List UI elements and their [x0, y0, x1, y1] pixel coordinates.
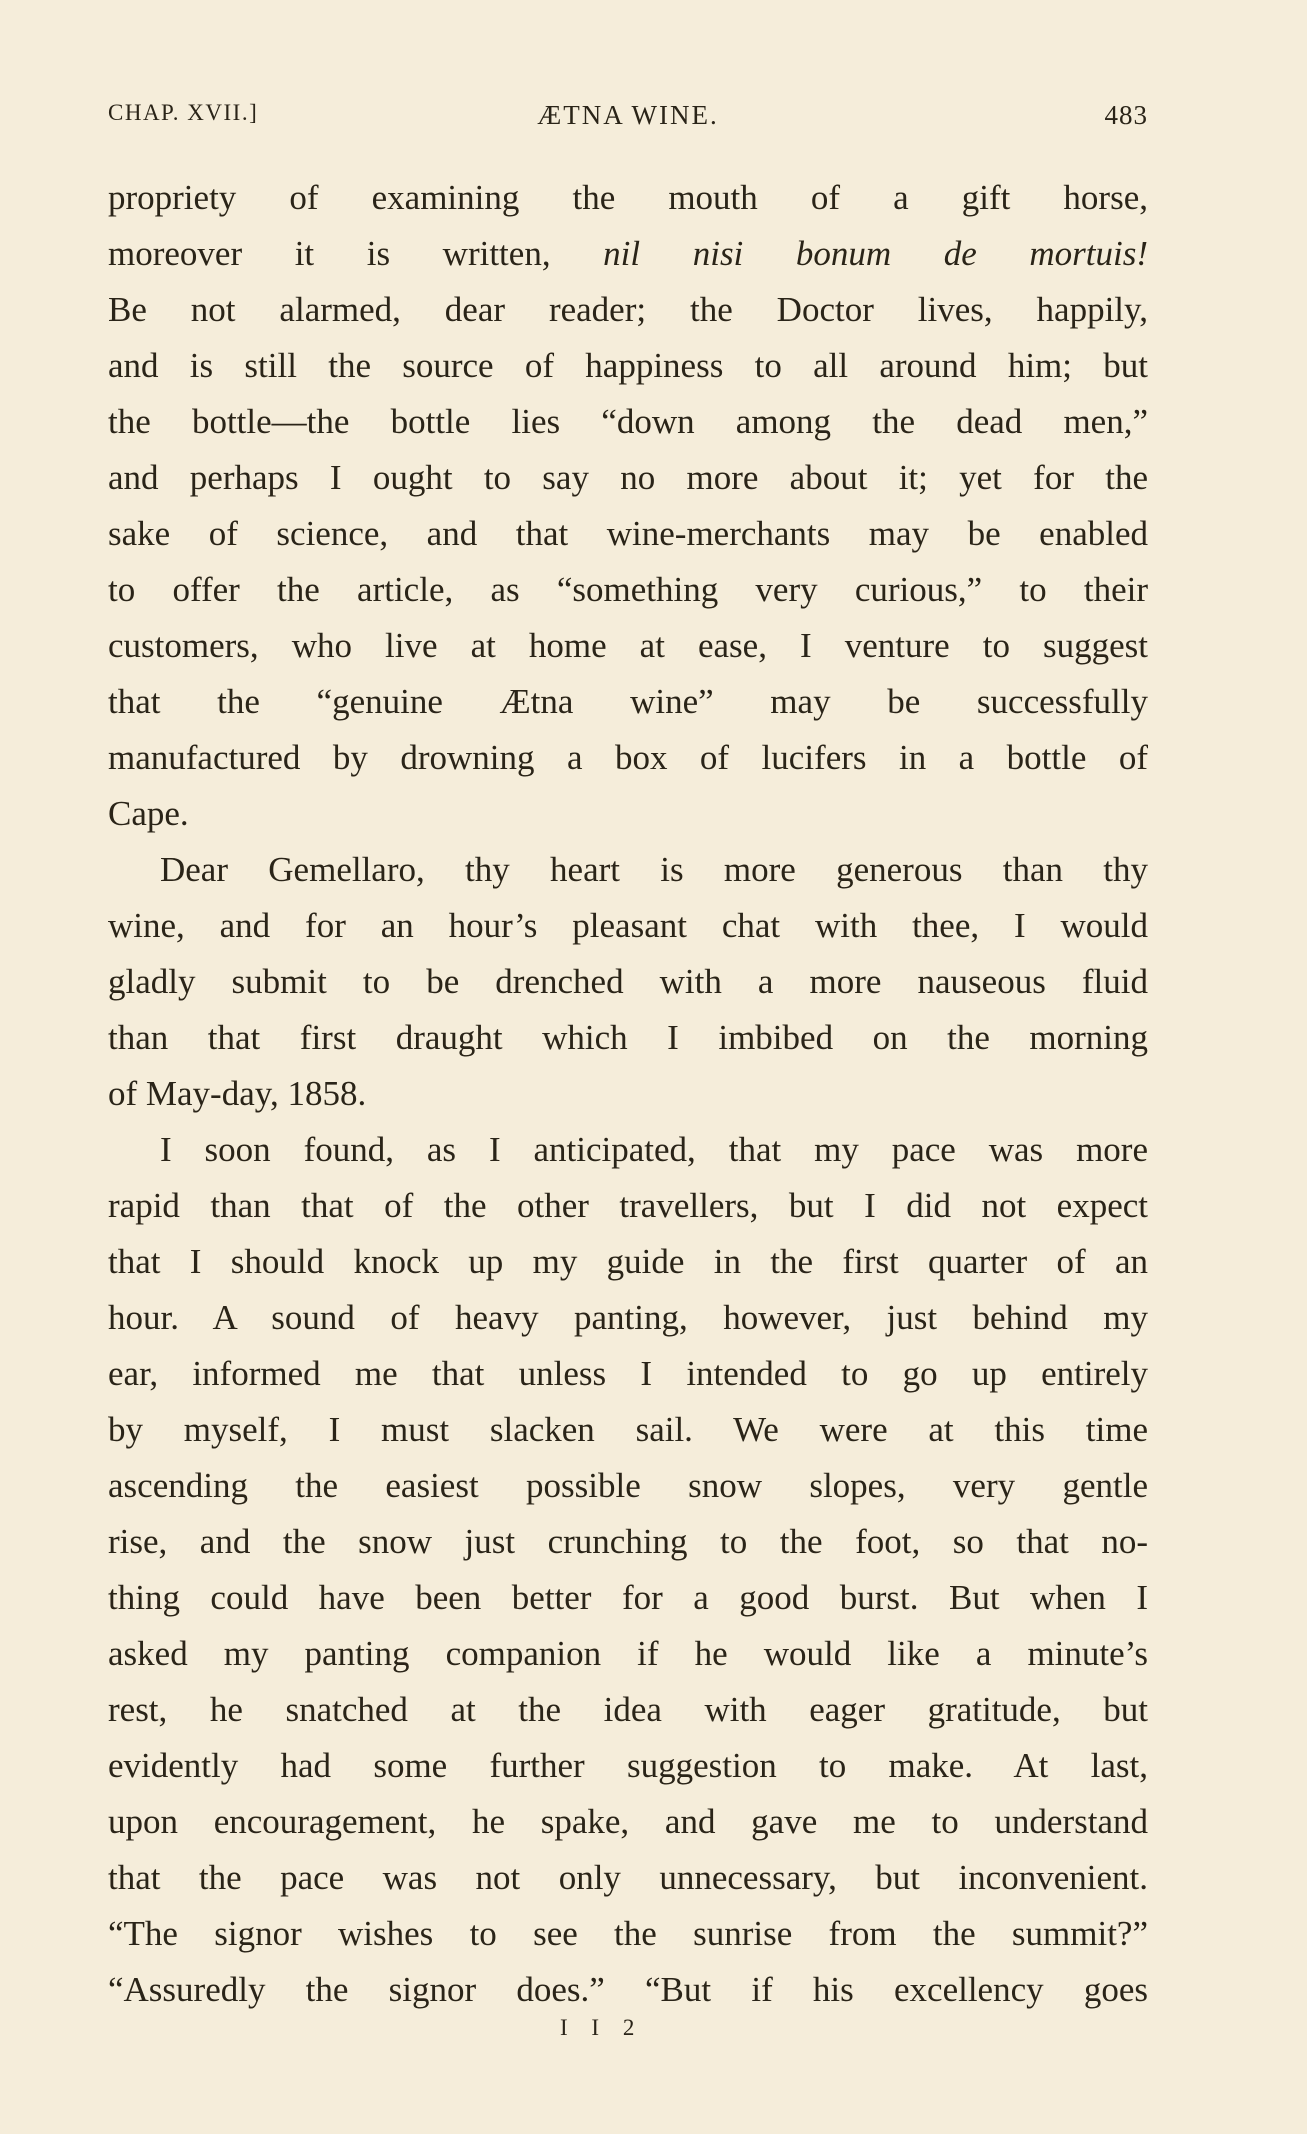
text-line: moreover it is written, nil nisi bonum de mortuis!: [108, 234, 1148, 273]
text-line: upon encouragement, he spake, and gave me to understand: [108, 1802, 1148, 1841]
text-line: customers, who live at home at ease, I venture to suggest: [108, 626, 1148, 665]
text-line: “Assuredly the signor does.” “But if his excellency goes: [108, 1970, 1148, 2009]
text-line: and is still the source of happiness to all around him; but: [108, 346, 1148, 385]
text-line: and perhaps I ought to say no more about it; yet for the: [108, 458, 1148, 497]
text-line: asked my panting companion if he would like a minute’s: [108, 1634, 1148, 1673]
body-text: [108, 170, 1148, 2018]
text-line: propriety of examining the mouth of a gift horse,: [108, 178, 1148, 217]
text-line: I soon found, as I anticipated, that my pace was more: [160, 1130, 1148, 1169]
text-line: rapid than that of the other travellers, but I did not expect: [108, 1186, 1148, 1225]
text-line: wine, and for an hour’s pleasant chat with thee, I would: [108, 906, 1148, 945]
text-line: rest, he snatched at the idea with eager gratitude, but: [108, 1690, 1148, 1729]
latin-phrase: nil nisi bonum de mortuis!: [603, 234, 1148, 273]
text-line: thing could have been better for a good burst. But when I: [108, 1578, 1148, 1617]
text-line: ear, informed me that unless I intended to go up entirely: [108, 1354, 1148, 1393]
text-line: rise, and the snow just crunching to the foot, so that no-: [108, 1522, 1148, 1561]
text-line: sake of science, and that wine-merchants may be enabled: [108, 514, 1148, 553]
text-line: Cape.: [108, 794, 189, 833]
chapter-label: CHAP. XVII.]: [108, 100, 259, 125]
text-line: to offer the article, as “something very curious,” to their: [108, 570, 1148, 609]
text-line: Be not alarmed, dear reader; the Doctor lives, happily,: [108, 290, 1148, 329]
text-line: than that first draught which I imbibed on the morning: [108, 1018, 1148, 1057]
text-line: by myself, I must slacken sail. We were at this time: [108, 1410, 1148, 1449]
text-line: manufactured by drowning a box of lucifers in a bottle of: [108, 738, 1148, 777]
text-line: that the pace was not only unnecessary, but inconvenient.: [108, 1858, 1148, 1897]
text-line: hour. A sound of heavy panting, however, just behind my: [108, 1298, 1148, 1337]
text-line: gladly submit to be drenched with a more nauseous fluid: [108, 962, 1148, 1001]
text-line: ascending the easiest possible snow slopes, very gentle: [108, 1466, 1148, 1505]
text-line: “The signor wishes to see the sunrise from the summit?”: [108, 1914, 1148, 1953]
text-line: of May-day, 1858.: [108, 1074, 367, 1113]
text-line: evidently had some further suggestion to make. At last,: [108, 1746, 1148, 1785]
running-head: [108, 100, 1148, 140]
page-title: ÆTNA WINE.: [537, 100, 719, 130]
signature-mark: I I 2: [560, 2015, 644, 2040]
text-line: that the “genuine Ætna wine” may be successfully: [108, 682, 1148, 721]
text-line: that I should knock up my guide in the first quarter of an: [108, 1242, 1148, 1281]
text-line: Dear Gemellaro, thy heart is more generous than thy: [160, 850, 1148, 889]
text-line: the bottle—the bottle lies “down among the dead men,”: [108, 402, 1148, 441]
page-number: 483: [1104, 100, 1148, 130]
